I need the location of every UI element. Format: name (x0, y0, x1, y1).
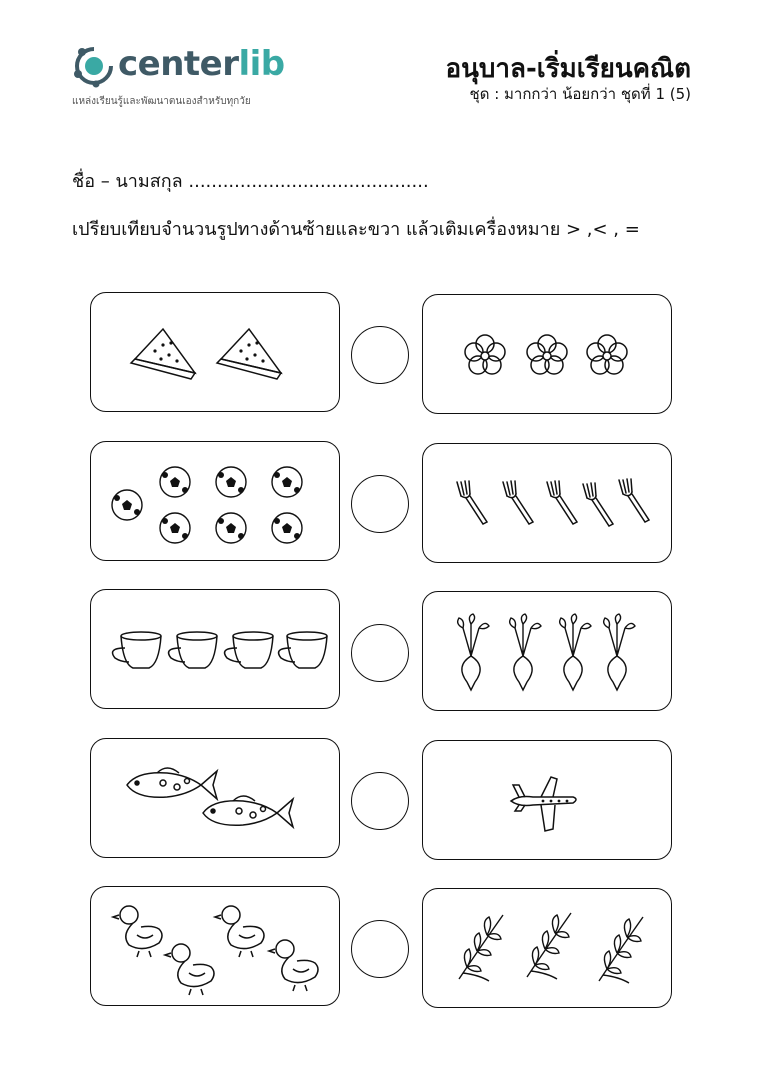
fish-icon (91, 739, 341, 859)
instruction-text: เปรียบเทียบจำนวนรูปทางด้านซ้ายและขวา แล้วเติมเครื่องหมาย > ,< , = (72, 219, 640, 240)
beetroot-icon (423, 592, 673, 712)
row-2-right-box (422, 443, 672, 563)
soccer-ball-icon (91, 442, 341, 562)
cup-icon (91, 590, 341, 710)
row-4-left-box (90, 738, 340, 858)
worksheet-title: อนุบาล-เริ่มเรียนคณิต (445, 54, 691, 84)
worksheet-subtitle: ชุด : มากกว่า น้อยกว่า ชุดที่ 1 (5) (469, 85, 691, 103)
answer-circle-4[interactable] (351, 772, 409, 830)
duck-icon (91, 887, 341, 1007)
wheat-icon (423, 889, 673, 1009)
logo-wordmark: centerlib (118, 44, 285, 84)
site-logo (72, 40, 292, 110)
row-4-right-box (422, 740, 672, 860)
row-5-left-box (90, 886, 340, 1006)
answer-circle-1[interactable] (351, 326, 409, 384)
logo-tagline: แหล่งเรียนรู้และพัฒนาตนเองสำหรับทุกวัย (72, 96, 251, 107)
answer-circle-3[interactable] (351, 624, 409, 682)
flower-icon (423, 295, 673, 415)
row-1-right-box (422, 294, 672, 414)
logo-mark-icon (72, 44, 116, 88)
name-field-line[interactable]: ชื่อ – นามสกุล .......................................... (72, 171, 429, 192)
answer-circle-2[interactable] (351, 475, 409, 533)
row-1-left-box (90, 292, 340, 412)
watermelon-icon (91, 293, 341, 413)
row-3-right-box (422, 591, 672, 711)
row-2-left-box (90, 441, 340, 561)
answer-circle-5[interactable] (351, 920, 409, 978)
fork-icon (423, 444, 673, 564)
row-3-left-box (90, 589, 340, 709)
row-5-right-box (422, 888, 672, 1008)
airplane-icon (423, 741, 673, 861)
